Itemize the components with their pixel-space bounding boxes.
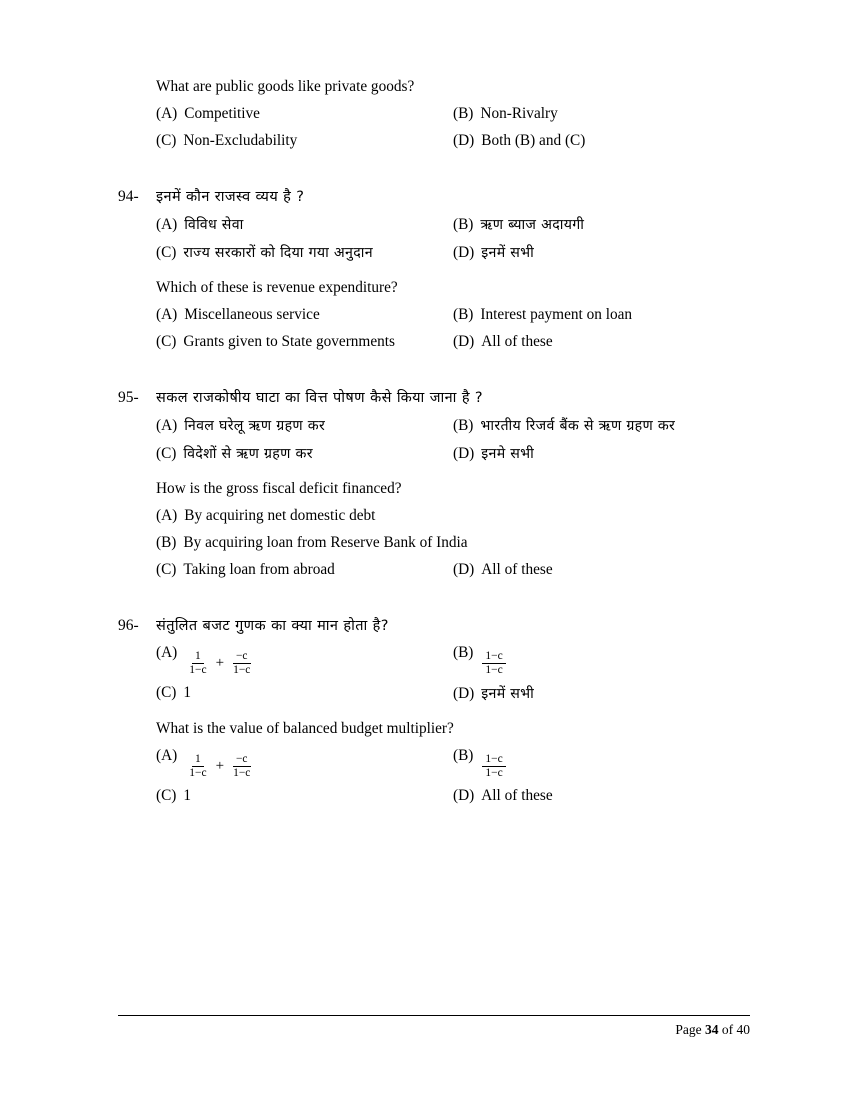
fraction-numerator: 1−c [482, 753, 505, 767]
option-label: (C) [156, 561, 177, 578]
fraction [186, 650, 209, 677]
option-label: (B) [453, 306, 474, 323]
fraction-numerator: 1 [192, 650, 204, 664]
question-stem-en [118, 78, 750, 96]
option-row [118, 132, 750, 150]
question-stem-hi [118, 387, 750, 407]
option-label: (C) [156, 445, 177, 462]
option-label: (C) [156, 683, 177, 701]
option-label: (B) [453, 216, 474, 233]
option-label: (A) [156, 306, 178, 323]
footer-divider [118, 1015, 750, 1016]
option-label: (B) [453, 644, 474, 661]
option-text: All of these [481, 333, 553, 350]
option-text: विविध सेवा [184, 217, 244, 233]
question-stem-text: इनमें कौन राजस्व व्यय है ? [156, 189, 305, 205]
option-text: निवल घरेलू ऋण ग्रहण कर [184, 418, 326, 434]
option-d[interactable] [453, 243, 750, 262]
option-label: (B) [453, 417, 474, 434]
option-label: (B) [453, 105, 474, 122]
option-text: इनमें सभी [481, 245, 535, 261]
option-b[interactable] [453, 644, 750, 675]
option-a-en[interactable] [156, 747, 453, 778]
fraction [230, 650, 253, 677]
fraction-numerator: 1−c [482, 650, 505, 664]
option-b[interactable] [453, 215, 750, 234]
option-formula [184, 648, 255, 675]
option-label: (C) [156, 132, 177, 149]
option-text: Taking loan from abroad [183, 561, 335, 578]
option-row [118, 306, 750, 324]
option-row [118, 105, 750, 123]
option-label: (D) [453, 684, 475, 702]
question-number: 95- [118, 389, 139, 406]
option-c[interactable] [156, 444, 453, 463]
option-label: (C) [156, 244, 177, 261]
option-d[interactable] [453, 132, 750, 150]
question-number: 96- [118, 617, 139, 634]
option-label: (D) [453, 445, 475, 462]
question-block-93-continued [118, 78, 750, 150]
option-text: भारतीय रिजर्व बैंक से ऋण ग्रहण कर [480, 418, 676, 434]
option-a-en[interactable] [156, 306, 453, 324]
option-d-en[interactable] [453, 333, 750, 351]
option-label: (D) [453, 244, 475, 261]
option-b-en[interactable] [453, 747, 750, 778]
option-text: All of these [481, 561, 553, 578]
fraction-numerator: −c [233, 753, 251, 767]
option-a[interactable] [156, 105, 453, 123]
question-block-94 [118, 186, 750, 351]
plus-operator: + [215, 757, 225, 774]
option-d[interactable] [453, 444, 750, 463]
option-formula [480, 648, 507, 675]
option-a[interactable] [156, 416, 453, 435]
option-label: (A) [156, 644, 178, 661]
option-row [118, 243, 750, 262]
option-c-en[interactable] [156, 787, 453, 805]
plus-operator: + [215, 654, 225, 671]
option-row [118, 561, 750, 579]
fraction [482, 650, 505, 677]
option-row [118, 787, 750, 805]
option-text: 1 [183, 786, 192, 804]
option-row [118, 333, 750, 351]
option-text: Interest payment on loan [480, 306, 633, 323]
option-a[interactable] [156, 644, 453, 675]
option-text: ऋण ब्याज अदायगी [480, 217, 585, 233]
fraction [482, 753, 505, 780]
option-b[interactable] [453, 105, 750, 123]
option-formula [480, 751, 507, 778]
question-stem-text: संतुलित बजट गुणक का क्या मान होता है? [156, 618, 389, 634]
fraction-numerator: 1 [192, 753, 204, 767]
question-number: 94- [118, 188, 139, 205]
option-text: इनमे सभी [481, 446, 535, 462]
option-text: 1 [183, 683, 192, 701]
option-row [118, 534, 750, 552]
option-text: All of these [481, 786, 553, 804]
page-footer [118, 1015, 750, 1038]
option-row [118, 684, 750, 703]
option-label: (C) [156, 333, 177, 350]
fraction-denominator: 1−c [189, 766, 207, 779]
option-c[interactable] [156, 684, 453, 703]
fraction [186, 753, 209, 780]
footer-total-pages: 40 [736, 1022, 750, 1037]
option-d-en[interactable] [453, 561, 750, 579]
option-row [118, 507, 750, 525]
option-label: (B) [156, 534, 177, 551]
fraction [230, 753, 253, 780]
option-label: (D) [453, 786, 475, 804]
option-c-en[interactable] [156, 561, 453, 579]
option-label: (C) [156, 786, 177, 804]
option-text: Grants given to State governments [183, 333, 395, 350]
option-label: (A) [156, 105, 178, 122]
option-label: (A) [156, 746, 178, 764]
question-stem-text: सकल राजकोषीय घाटा का वित्त पोषण कैसे किया जाना है ? [156, 390, 484, 406]
option-label: (D) [453, 333, 475, 350]
option-row [118, 747, 750, 778]
option-label: (B) [453, 746, 474, 764]
option-text: By acquiring net domestic debt [184, 507, 376, 524]
option-text: Non-Rivalry [480, 105, 558, 122]
option-row [118, 444, 750, 463]
option-text: Both (B) and (C) [481, 132, 586, 149]
fraction-numerator: −c [233, 650, 251, 664]
option-label: (A) [156, 216, 178, 233]
question-stem-text: What are public goods like private goods? [156, 78, 415, 95]
option-row [118, 644, 750, 675]
option-row [118, 215, 750, 234]
option-a[interactable] [156, 215, 453, 234]
option-b-en[interactable] [156, 534, 750, 552]
footer-current-page: 34 [705, 1022, 719, 1037]
question-block-96 [118, 615, 750, 805]
footer-prefix: Page [675, 1022, 702, 1037]
option-text: Competitive [184, 105, 260, 122]
option-c-en[interactable] [156, 333, 453, 351]
option-d[interactable] [453, 684, 750, 703]
question-block-95 [118, 387, 750, 579]
option-d-en[interactable] [453, 787, 750, 805]
page-number [118, 1022, 750, 1038]
option-label: (A) [156, 417, 178, 434]
option-text: राज्य सरकारों को दिया गया अनुदान [183, 245, 373, 261]
option-a-en[interactable] [156, 507, 750, 525]
option-text: विदेशों से ऋण ग्रहण कर [183, 446, 313, 462]
question-stem-en: What is the value of balanced budget multiplier? [156, 719, 454, 737]
option-label: (D) [453, 561, 475, 578]
option-formula [184, 751, 255, 778]
footer-middle: of [721, 1022, 734, 1037]
question-stem-en: How is the gross fiscal deficit financed? [156, 480, 402, 497]
option-text: Miscellaneous service [184, 306, 320, 323]
option-row [118, 416, 750, 435]
question-stem-en: Which of these is revenue expenditure? [156, 279, 398, 296]
option-b[interactable] [453, 416, 750, 435]
question-stem-hi [118, 186, 750, 206]
option-text: Non-Excludability [183, 132, 298, 149]
option-label: (D) [453, 132, 475, 149]
fraction-denominator: 1−c [233, 663, 251, 676]
fraction-denominator: 1−c [233, 766, 251, 779]
option-c[interactable] [156, 132, 453, 150]
fraction-denominator: 1−c [189, 663, 207, 676]
option-text: इनमें सभी [481, 685, 535, 702]
fraction-denominator: 1−c [485, 663, 503, 676]
option-text: By acquiring loan from Reserve Bank of India [183, 534, 468, 551]
option-b-en[interactable] [453, 306, 750, 324]
fraction-denominator: 1−c [485, 766, 503, 779]
option-label: (A) [156, 507, 178, 524]
option-c[interactable] [156, 243, 453, 262]
question-stem-hi [118, 615, 750, 635]
